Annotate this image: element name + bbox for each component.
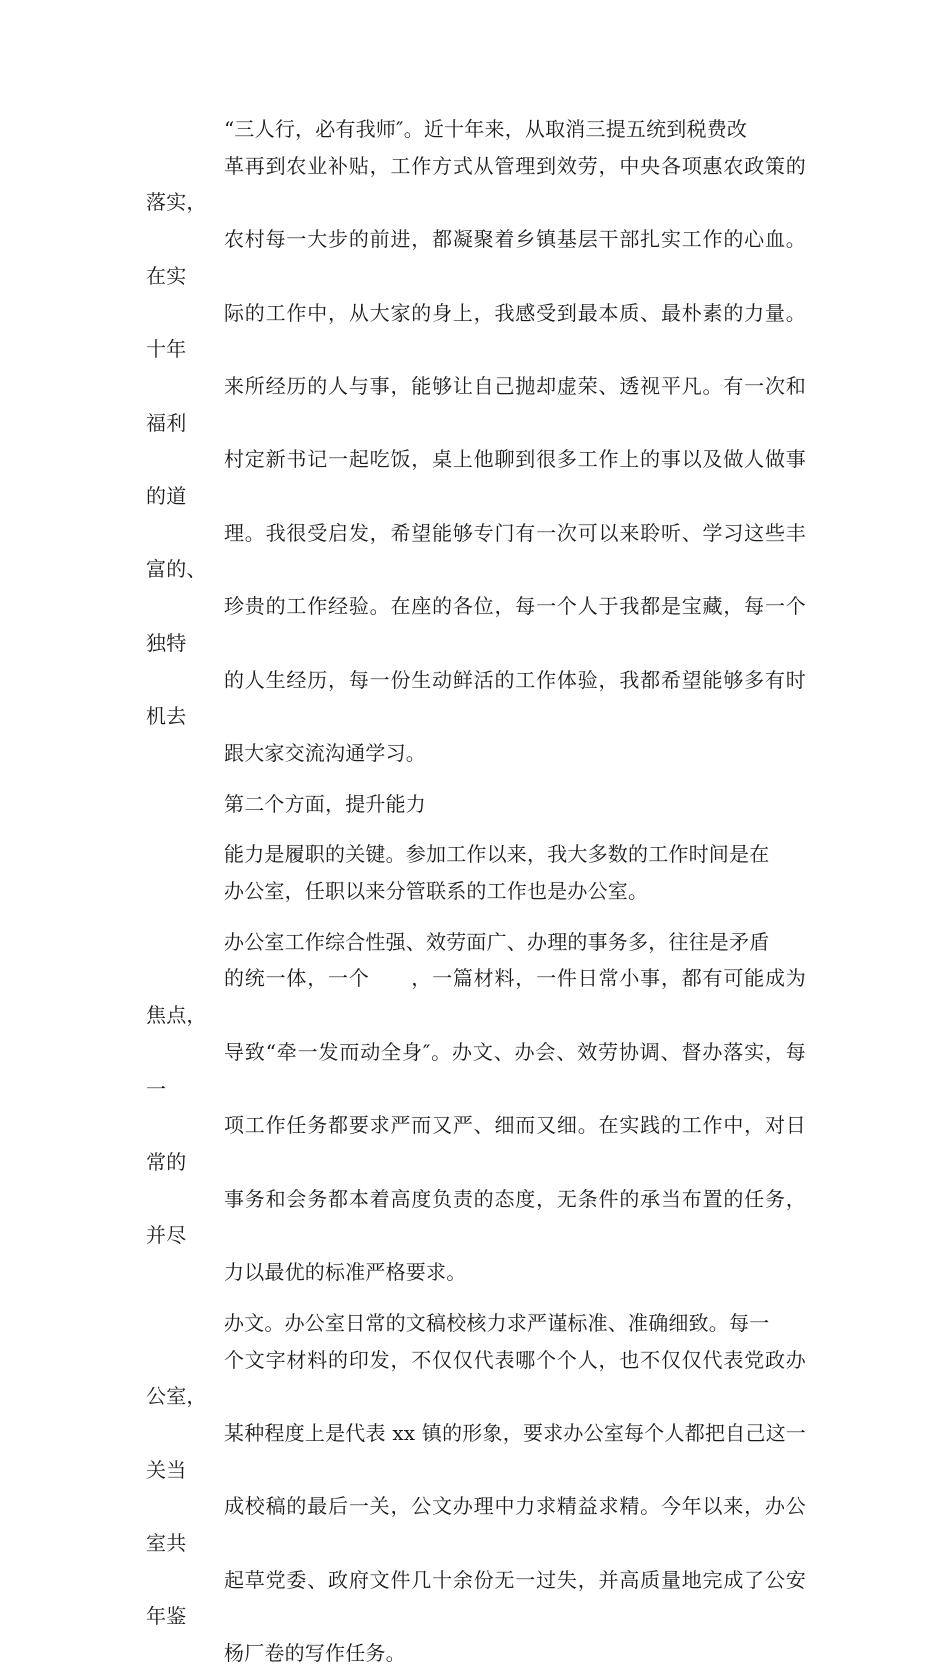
text-line: 跟大家交流沟通学习。 [224, 740, 426, 765]
paragraph-teachers [146, 111, 806, 772]
text-line: 来所经历的人与事，能够让自己抛却虚荣、透视平凡。有一次和福利 [146, 373, 806, 435]
text-line: 际的工作中，从大家的身上，我感受到最本质、最朴素的力量。十年 [146, 300, 806, 362]
text-line: 成校稿的最后一关，公文办理中力求精益求精。今年以来，办公室共 [146, 1494, 806, 1556]
text-line: 某种程度上是代表 xx 镇的形象，要求办公室每个人都把自己这一关当 [146, 1420, 806, 1482]
text-line: 力以最优的标准严格要求。 [224, 1260, 467, 1285]
text-line: 杨厂卷的写作任务。 [224, 1641, 406, 1666]
text-line: 的统一体，一个 ，一篇材料，一件日常小事，都有可能成为焦点， [146, 966, 806, 1028]
text-line: 项工作任务都要求严而又严、细而又细。在实践的工作中，对日常的 [146, 1113, 806, 1174]
text-line: 起草党委、政府文件几十余份无一过失，并高质量地完成了公安年鉴 [146, 1567, 806, 1629]
text-line: 珍贵的工作经验。在座的各位，每一个人于我都是宝藏，每一个独特 [146, 594, 806, 655]
text-line: 事务和会务都本着高度负责的态度，无条件的承当布置的任务，并尽 [146, 1186, 806, 1248]
paragraph-ability [146, 836, 806, 909]
text-line: 个文字材料的印发，不仅仅代表哪个个人，也不仅仅代表党政办公室， [146, 1347, 806, 1409]
text-line: 理。我很受启发，希望能够专门有一次可以来聆听、学习这些丰富的、 [146, 520, 806, 582]
text-line: 村定新书记一起吃饭，桌上他聊到很多工作上的事以及做人做事的道 [146, 447, 806, 509]
document-body [146, 111, 806, 1672]
section-heading [146, 786, 806, 823]
text-line: 能力是履职的关键。参加工作以来，我大多数的工作时间是在 [224, 842, 770, 867]
text-line: 的人生经历，每一份生动鲜活的工作体验，我都希望能够多有时机去 [146, 667, 806, 729]
paragraph-documents [146, 1305, 806, 1672]
text-line: 导致“牵一发而动全身″。办文、办会、效劳协调、督办落实，每一 [146, 1039, 806, 1101]
text-line: 办文。办公室日常的文稿校核力求严谨标准、准确细致。每一 [224, 1310, 770, 1335]
text-line: “三人行，必有我师″。近十年来，从取消三提五统到税费改 [224, 117, 748, 141]
text-line: 革再到农业补贴，工作方式从管理到效劳，中央各项惠农政策的落实， [146, 153, 806, 215]
paragraph-office-work [146, 924, 806, 1291]
heading-text: 第二个方面，提升能力 [224, 791, 426, 816]
text-line: 办公室工作综合性强、效劳面广、办理的事务多，往往是矛盾 [224, 929, 770, 954]
text-line: 农村每一大步的前进，都凝聚着乡镇基层干部扎实工作的心血。在实 [146, 227, 806, 288]
text-line: 办公室，任职以来分管联系的工作也是办公室。 [224, 879, 649, 904]
